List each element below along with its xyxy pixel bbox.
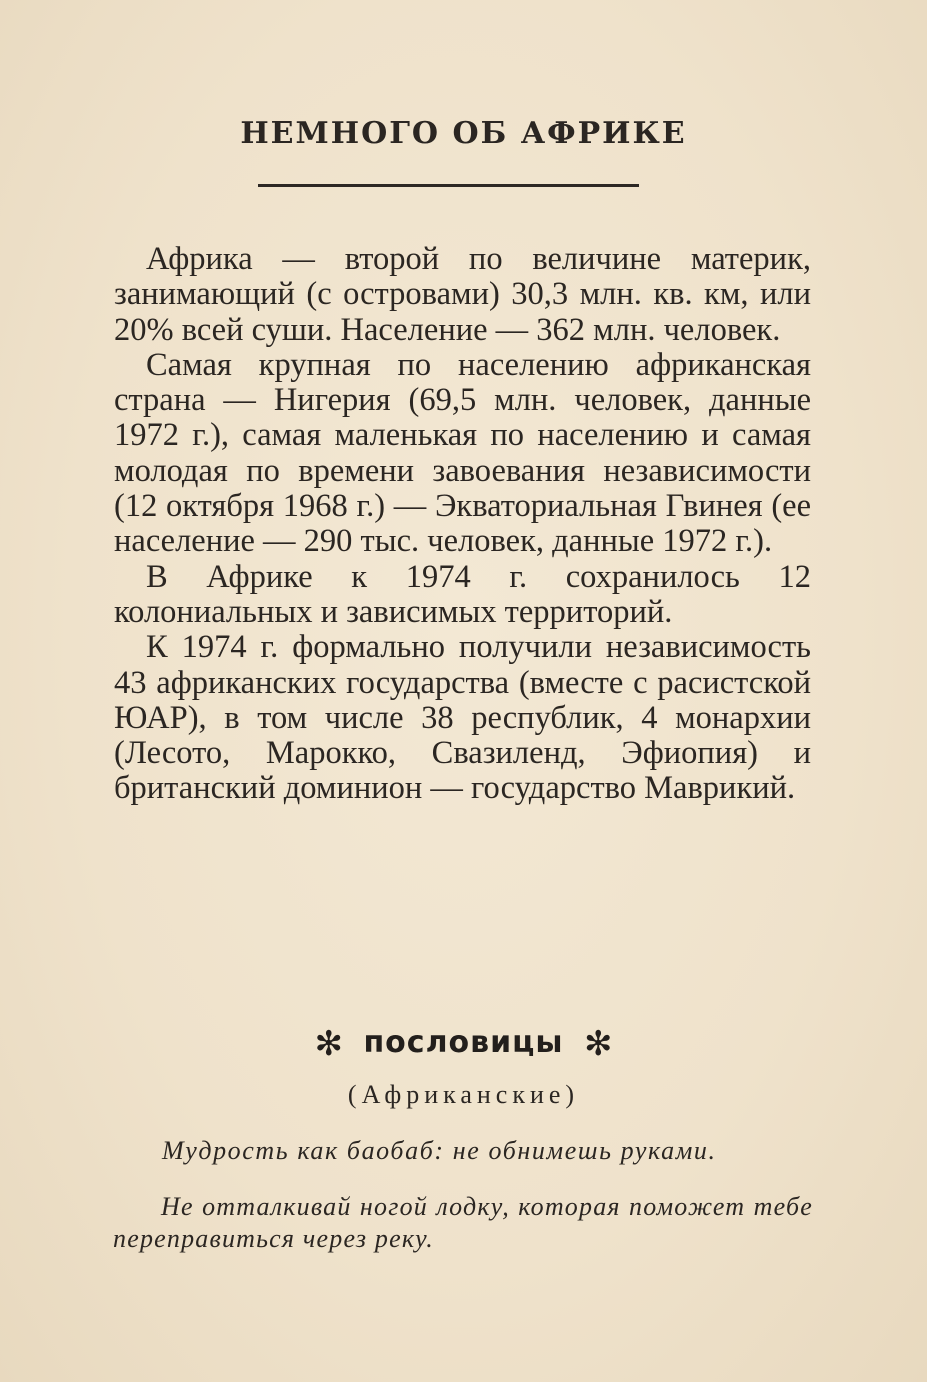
article-body [114,242,811,807]
paragraph-countries: Самая крупная по населению африканская страна — Нигерия (69,5 млн. человек, данные 1972 г.), самая маленькая по населению и самая молодая по времени завоевания независимости (12 октября 1968 г.) — Экваториальная Гвинея (ее население — 290 тыс. человек, данные 1972 г.). [114,346,811,560]
paragraph-independence: К 1974 г. формально получили независимость 43 африканских государства (вместе с расистской ЮАР), в том числе 38 республик, 4 монархии (Лесото, Марокко, Свазиленд, Эфиопия) и британский доминион — государство Маврикий. [114,629,811,807]
proverbs-heading [0,1024,927,1064]
proverb-item: Не отталкивай ногой лодку, которая поможет тебе переправиться через реку. [113,1192,813,1253]
paragraph-area-population: Африка — второй по величине материк, занимающий (с островами) 30,3 млн. кв. км, или 20% всей суши. Население — 362 млн. человек. [114,241,811,348]
star-ornament-left-icon: ✻ [314,1024,343,1064]
proverbs-subheading: (Африканские) [347,1080,580,1109]
title-divider [258,184,639,187]
star-ornament-right-icon: ✻ [583,1024,613,1064]
proverbs-heading-text: пословицы [363,1025,564,1060]
page-title: НЕМНОГО ОБ АФРИКЕ [240,116,687,151]
paragraph-colonies: В Африке к 1974 г. сохранилось 12 колониальных и зависимых территорий. [114,558,811,630]
proverb-item: Мудрость как баобаб: не обнимешь руками. [162,1136,717,1165]
